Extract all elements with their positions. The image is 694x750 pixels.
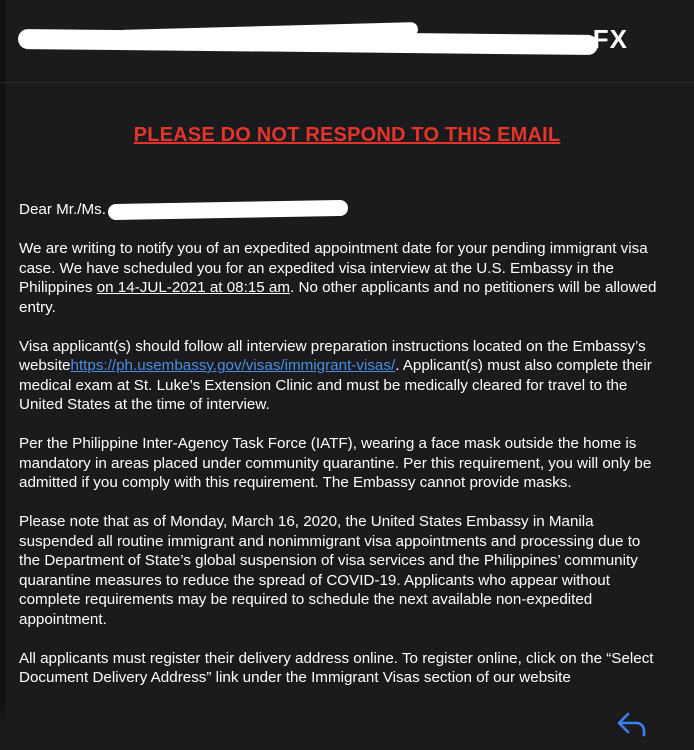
paragraph-instructions <box>19 337 659 415</box>
p2-text-b: . Applicant(s) must also complete their medical exam at St. Luke’s Extension Clinic and must be medically cleared for travel to the United States at the time of interview. <box>19 357 652 413</box>
email-subject <box>18 24 628 60</box>
p1-text-b: . No other applicants and no petitioners will be allowed entry. <box>19 279 657 316</box>
name-redaction <box>108 200 348 220</box>
reply-icon[interactable] <box>616 710 648 738</box>
p1-text-a: We are writing to notify you of an expedited appointment date for your pending immigrant visa case. We have scheduled you for an expedited visa interview at the U.S. Embassy in the Philippines <box>19 240 648 296</box>
email-body <box>19 200 659 707</box>
p2-text-a: Visa applicant(s) should follow all interview preparation instructions located on the Embassy’s website <box>19 337 646 374</box>
subject-suffix: FX <box>592 24 628 54</box>
paragraph-covid: Please note that as of Monday, March 16, 2020, the United States Embassy in Manila suspended all routine immigrant and nonimmigrant visa appointments and processing due to the Department of State’s global suspension of visa services and the Philippines’ community quarantine measures to reduce the spread of COVID-19. Applicants who appear without complete requirements may be required to schedule the next available non-expedited appointment. <box>19 513 641 628</box>
embassy-visa-link[interactable]: https://ph.usembassy.gov/visas/immigrant-visas/ <box>70 357 396 374</box>
greeting <box>19 200 659 220</box>
paragraph-appointment <box>19 239 659 317</box>
bottom-toolbar <box>0 704 694 750</box>
paragraph-delivery: All applicants must register their delivery address online. To register online, click on the “Select Document Delivery Address” link under the Immigrant Visas section of our website <box>19 649 654 686</box>
greeting-text: Dear Mr./Ms. <box>19 201 106 218</box>
left-edge <box>0 0 6 750</box>
header-divider <box>0 82 694 83</box>
warning-headline: PLEASE DO NOT RESPOND TO THIS EMAIL <box>133 124 561 146</box>
appointment-date: on 14-JUL-2021 at 08:15 am <box>96 279 291 296</box>
paragraph-mask: Per the Philippine Inter-Agency Task Force (IATF), wearing a face mask outside the home is mandatory in areas placed under community quarantine. Per this requirement, you will only be admitted if you comply with this requirement. The Embassy cannot provide masks. <box>19 435 652 491</box>
